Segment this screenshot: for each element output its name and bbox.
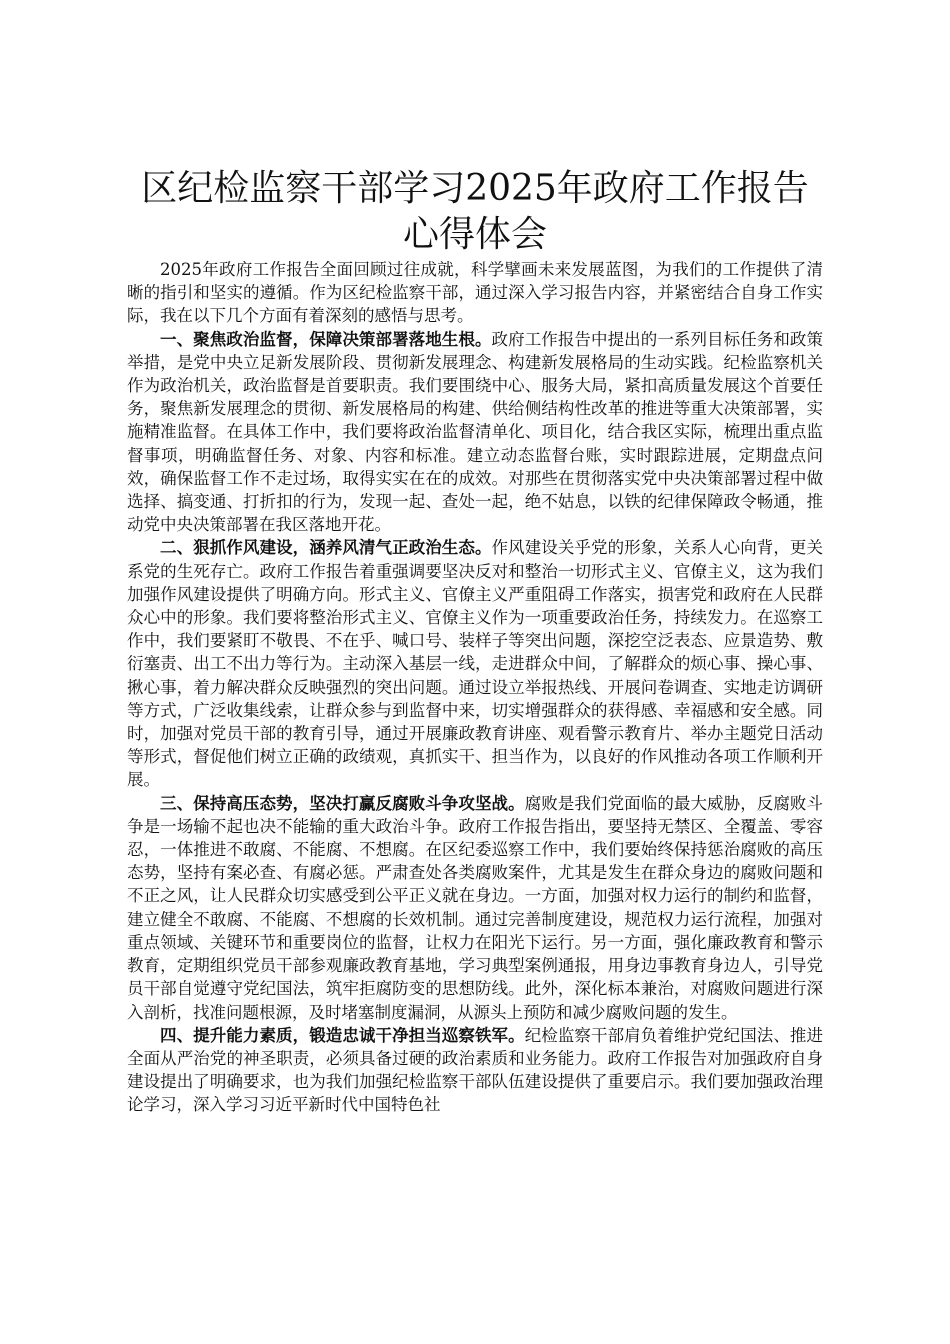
section-paragraph-3 (127, 792, 823, 1024)
document-title: 区纪检监察干部学习2025年政府工作报告心得体会 (141, 168, 809, 255)
section-heading-1: 一、聚焦政治监督，保障决策部署落地生根。 (160, 329, 492, 349)
section-paragraph-1 (127, 328, 823, 537)
section-body-1: 政府工作报告中提出的一系列目标任务和政策举措，是党中央立足新发展阶段、贯彻新发展理念、构建新发展格局的生动实践。纪检监察机关作为政治机关，政治监督是首要职责。我们要围绕中心、服务大局，紧扣高质量发展这个首要任务，聚焦新发展理念的贯彻、新发展格局的构建、供给侧结构性改革的推进等重大决策部署，实施精准监督。在具体工作中，我们要将政治监督清单化、项目化，结合我区实际，梳理出重点监督事项，明确监督任务、对象、内容和标准。建立动态监督台账，实时跟踪进展，定期盘点问效，确保监督工作不走过场，取得实实在在的成效。对那些在贯彻落实党中央决策部署过程中做选择、搞变通、打折扣的行为，发现一起、查处一起，绝不姑息，以铁的纪律保障政令畅通，推动党中央决策部署在我区落地开花。 (127, 329, 824, 535)
document-page (127, 166, 823, 1117)
section-body-2: 作风建设关乎党的形象，关系人心向背，更关系党的生死存亡。政府工作报告着重强调要坚决反对和整治一切形式主义、官僚主义，这为我们加强作风建设提供了明确方向。形式主义、官僚主义严重阻碍工作落实，损害党和政府在人民群众心中的形象。我们要将整治形式主义、官僚主义作为一项重要政治任务，持续发力。在巡察工作中，我们要紧盯不敬畏、不在乎、喊口号、装样子等突出问题，深挖空泛表态、应景造势、敷衍塞责、出工不出力等行为。主动深入基层一线，走进群众中间，了解群众的烦心事、操心事、揪心事，着力解决群众反映强烈的突出问题。通过设立举报热线、开展问卷调查、实地走访调研等方式，广泛收集线索，让群众参与到监督中来，切实增强群众的获得感、幸福感和安全感。同时，加强对党员干部的教育引导，通过开展廉政教育讲座、观看警示教育片、举办主题党日活动等形式，督促他们树立正确的政绩观，真抓实干、担当作为，以良好的作风推动各项工作顺利开展。 (127, 538, 824, 790)
section-body-4: 纪检监察干部肩负着维护党纪国法、推进全面从严治党的神圣职责，必须具备过硬的政治素质和业务能力。政府工作报告对加强政府自身建设提出了明确要求，也为我们加强纪检监察干部队伍建设提供了重要启示。我们要加强政治理论学习，深入学习习近平新时代中国特色社 (127, 1025, 824, 1115)
section-paragraph-2 (127, 536, 823, 791)
section-heading-3: 三、保持高压态势，坚决打赢反腐败斗争攻坚战。 (160, 793, 525, 813)
section-body-3: 腐败是我们党面临的最大威胁，反腐败斗争是一场输不起也决不能输的重大政治斗争。政府工作报告指出，要坚持无禁区、全覆盖、零容忍，一体推进不敢腐、不能腐、不想腐。在区纪委巡察工作中，我们要始终保持惩治腐败的高压态势，坚持有案必查、有腐必惩。严肃查处各类腐败案件，尤其是发生在群众身边的腐败问题和不正之风，让人民群众切实感受到公平正义就在身边。一方面，加强对权力运行的制约和监督，建立健全不敢腐、不能腐、不想腐的长效机制。通过完善制度建设，规范权力运行流程，加强对重点领域、关键环节和重要岗位的监督，让权力在阳光下运行。另一方面，强化廉政教育和警示教育，定期组织党员干部参观廉政教育基地，学习典型案例通报，用身边事教育身边人，引导党员干部自觉遵守党纪国法，筑牢拒腐防变的思想防线。此外，深化标本兼治，对腐败问题进行深入剖析，找准问题根源，及时堵塞制度漏洞，从源头上预防和减少腐败问题的发生。 (127, 793, 824, 1022)
intro-paragraph: 2025年政府工作报告全面回顾过往成就，科学擘画未来发展蓝图，为我们的工作提供了清晰的指引和坚实的遵循。作为区纪检监察干部，通过深入学习报告内容，并紧密结合自身工作实际，我在以下几个方面有着深刻的感悟与思考。 (127, 260, 823, 326)
section-heading-2: 二、狠抓作风建设，涵养风清气正政治生态。 (160, 538, 492, 558)
section-paragraph-4 (127, 1024, 823, 1117)
section-heading-4: 四、提升能力素质，锻造忠诚干净担当巡察铁军。 (160, 1025, 525, 1045)
